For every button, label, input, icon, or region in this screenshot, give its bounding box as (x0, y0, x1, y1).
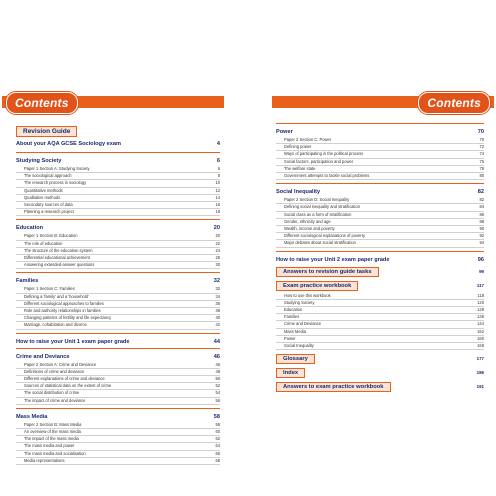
entry-page: 99 (479, 268, 484, 274)
toc-entry[interactable] (276, 300, 484, 307)
toc-entry[interactable] (16, 294, 220, 301)
toc-entry[interactable] (16, 255, 220, 262)
toc-entry[interactable] (16, 443, 220, 450)
entry-title: Ways of participating in the political process (284, 151, 364, 157)
toc-section (276, 123, 484, 180)
entry-page: 94 (479, 240, 484, 246)
entry-title: Role and authority relationships in families (24, 308, 101, 314)
entry-page: 46 (215, 361, 220, 367)
entry-title: Social class as a form of stratification (284, 211, 352, 217)
entry-title: Paper 1 Section B: Education (24, 233, 78, 239)
entry-page: 82 (479, 197, 484, 203)
contents-tab: Contents (6, 92, 78, 114)
entry-page: 117 (476, 282, 484, 288)
toc-section (16, 152, 220, 216)
toc-entry-answers-workbook[interactable] (276, 382, 484, 392)
toc-entry[interactable] (16, 195, 220, 202)
entry-page: 191 (476, 384, 484, 390)
entry-page: 72 (479, 144, 484, 150)
entry-title: Education (284, 307, 303, 313)
entry-title: Studying Society (284, 299, 315, 305)
entry-title: Gender, ethnicity and age (284, 218, 331, 224)
entry-page: 32 (213, 278, 220, 285)
toc-entry[interactable] (16, 233, 220, 240)
toc-entry-about-exam[interactable] (16, 141, 220, 147)
entry-title: Crime and Deviance (284, 321, 322, 327)
entry-page: 50 (215, 376, 220, 382)
toc-section-heading[interactable] (16, 354, 220, 360)
entry-page: 128 (477, 307, 484, 313)
toc-entry[interactable] (276, 137, 484, 144)
entry-page: 44 (213, 338, 220, 345)
toc-entry[interactable] (16, 422, 220, 429)
entry-title: Differential educational achievement (24, 255, 90, 261)
workbook-items (276, 293, 484, 351)
entry-title: The welfare state (284, 165, 316, 171)
entry-page: 10 (215, 180, 220, 186)
toc-entry[interactable] (16, 173, 220, 180)
entry-title: Paper 2 Section B: Mass Media (24, 421, 82, 427)
entry-title: About your AQA GCSE Sociology exam (16, 141, 121, 147)
entry-title: Studying Society (16, 158, 62, 164)
entry-page: 70 (479, 137, 484, 142)
toc-entry[interactable] (16, 308, 220, 315)
toc-section-heading[interactable] (16, 158, 220, 164)
toc-entry[interactable] (276, 166, 484, 173)
toc-entry[interactable] (276, 336, 484, 343)
entry-page: 6 (216, 158, 220, 164)
entry-page: 16 (215, 202, 220, 208)
toc-entry[interactable] (16, 436, 220, 443)
entry-page: 84 (479, 204, 484, 210)
entry-page: 136 (477, 314, 484, 320)
entry-title: The mass media and socialisation (24, 450, 86, 456)
entry-page: 46 (213, 353, 220, 360)
entry-page: 60 (215, 429, 220, 435)
toc-section (16, 333, 220, 345)
entry-title: Glossary (276, 354, 315, 364)
toc-entry[interactable] (16, 322, 220, 329)
toc-entry[interactable] (276, 321, 484, 328)
entry-title: Defining power (284, 144, 312, 150)
entry-page: 58 (213, 413, 220, 420)
entry-page: 62 (215, 436, 220, 442)
entry-title: The research process in sociology (24, 180, 87, 186)
entry-title: The impact of the mass media (24, 436, 79, 442)
toc-entry-index[interactable] (276, 368, 484, 378)
toc-entry[interactable] (16, 286, 220, 293)
entry-title: The role of education (24, 240, 63, 246)
entry-title: How to raise your Unit 2 exam paper grade (276, 256, 390, 263)
entry-page: 40 (215, 315, 220, 321)
toc-entry[interactable] (276, 144, 484, 151)
toc-entry[interactable] (16, 166, 220, 173)
toc-entry-workbook[interactable] (276, 281, 484, 291)
entry-page: 18 (215, 209, 220, 215)
entry-title: Mass Media (16, 413, 48, 420)
entry-title: Families (284, 314, 300, 320)
entry-title: Government attempts to tackle social problems (284, 173, 370, 179)
entry-page: 6 (217, 166, 220, 171)
toc-entry[interactable] (16, 315, 220, 322)
entry-title: Answering extended-answer questions (24, 262, 95, 268)
toc-section (16, 408, 220, 465)
entry-title: Education (16, 225, 44, 232)
toc-entry-answers-guide[interactable] (276, 267, 484, 277)
toc-entry[interactable] (16, 369, 220, 376)
entry-page: 58 (215, 421, 220, 427)
toc-section (276, 251, 484, 263)
entry-title: Major debates about social stratification (284, 240, 356, 246)
entry-page: 24 (215, 247, 220, 253)
toc-entry[interactable] (16, 241, 220, 248)
right-sections (276, 123, 484, 263)
toc-entry[interactable] (276, 343, 484, 350)
entry-title: Social factors, participation and power (284, 158, 354, 164)
right-toc (276, 120, 484, 392)
entry-page: 160 (477, 335, 484, 341)
entry-page: 54 (215, 390, 220, 396)
entry-title: Defining social inequality and stratification (284, 204, 361, 210)
toc-entry[interactable] (276, 307, 484, 314)
entry-title: The mass media and power (24, 443, 75, 449)
toc-entry[interactable] (16, 248, 220, 255)
toc-section-heading[interactable] (276, 129, 484, 135)
toc-entry[interactable] (276, 212, 484, 219)
entry-title: Paper 2 Section C: Power (284, 137, 332, 142)
toc-entry[interactable] (16, 262, 220, 269)
entry-page: 152 (477, 328, 484, 334)
toc-entry[interactable] (16, 202, 220, 209)
entry-page: 56 (215, 397, 220, 403)
entry-title: Crime and Deviance (16, 353, 70, 360)
entry-page: 32 (215, 286, 220, 292)
contents-tab: Contents (418, 92, 490, 114)
right-page (272, 96, 494, 472)
entry-page: 38 (215, 308, 220, 314)
toc-entry[interactable] (16, 362, 220, 369)
entry-title: Power (284, 335, 296, 341)
entry-title: Mass Media (284, 328, 307, 334)
toc-entry[interactable] (16, 301, 220, 308)
entry-page: 36 (215, 300, 220, 306)
entry-title: Index (276, 368, 305, 378)
toc-entry[interactable] (16, 188, 220, 195)
toc-entry[interactable] (276, 204, 484, 211)
entry-page: 66 (215, 450, 220, 456)
entry-page: 52 (215, 383, 220, 389)
entry-title: Families (16, 278, 39, 285)
entry-title: Power (276, 129, 293, 135)
entry-title: Paper 2 Section A: Crime and Deviance (24, 361, 97, 367)
toc-entry-glossary[interactable] (276, 354, 484, 364)
entry-page: 96 (477, 256, 484, 263)
entry-title: Planning a research project (24, 209, 74, 215)
toc-entry[interactable] (276, 314, 484, 321)
toc-entry[interactable] (276, 240, 484, 247)
entry-title: Media representations (24, 457, 65, 463)
left-toc (16, 120, 220, 465)
entry-page: 92 (479, 233, 484, 239)
entry-page: 78 (479, 165, 484, 171)
toc-entry[interactable] (276, 233, 484, 240)
entry-title: Exam practice workbook (276, 281, 358, 291)
entry-title: Quantitative methods (24, 187, 63, 193)
entry-page: 4 (216, 141, 220, 147)
entry-page: 86 (479, 211, 484, 217)
entry-title: Qualitative methods (24, 194, 61, 200)
entry-page: 20 (215, 233, 220, 239)
entry-title: Answers to exam practice workbook (276, 382, 391, 392)
entry-title: How to raise your Unit 1 exam paper grade (16, 338, 130, 345)
entry-title: Secondary sources of data (24, 202, 73, 208)
entry-title: The sociological approach (24, 173, 72, 179)
toc-entry[interactable] (16, 390, 220, 397)
revision-guide-heading: Revision Guide (16, 126, 77, 137)
toc-entry[interactable] (16, 429, 220, 436)
entry-title: The impact of crime and deviance (24, 397, 86, 403)
toc-section (16, 219, 220, 269)
entry-page: 82 (477, 189, 484, 196)
entry-page: 76 (479, 158, 484, 164)
entry-page: 88 (479, 218, 484, 224)
toc-entry[interactable] (16, 180, 220, 187)
toc-entry[interactable] (276, 159, 484, 166)
toc-section (16, 348, 220, 405)
entry-title: Social Inequality (284, 343, 314, 349)
entry-title: The social distribution of crime (24, 390, 80, 396)
entry-page: 26 (215, 255, 220, 261)
toc-section-heading[interactable] (16, 339, 220, 345)
entry-page: 80 (479, 173, 484, 179)
entry-page: 118 (477, 292, 484, 298)
entry-page: 74 (479, 151, 484, 157)
toc-entry[interactable] (16, 376, 220, 383)
toc-section-heading[interactable] (276, 189, 484, 195)
toc-section (276, 183, 484, 247)
entry-title: Social Inequality (276, 189, 321, 196)
entry-page: 30 (215, 262, 220, 268)
toc-entry[interactable] (276, 219, 484, 226)
toc-entry[interactable] (276, 173, 484, 180)
toc-entry[interactable] (276, 293, 484, 300)
entry-page: 8 (217, 173, 220, 179)
entry-page: 14 (215, 194, 220, 200)
entry-title: The structure of the education system (24, 247, 93, 253)
toc-entry[interactable] (16, 451, 220, 458)
entry-page: 22 (215, 240, 220, 246)
entry-page: 68 (215, 457, 220, 463)
toc-entry[interactable] (16, 458, 220, 465)
entry-page: 42 (215, 322, 220, 328)
entry-title: Paper 2 Section D: Social Inequality (284, 197, 350, 203)
entry-page: 34 (215, 293, 220, 299)
entry-page: 168 (477, 343, 484, 349)
entry-page: 12 (215, 187, 220, 193)
entry-title: Paper 1 Section A: Studying Society (24, 166, 90, 171)
entry-title: An overview of the mass media (24, 429, 81, 435)
entry-title: Answers to revision guide tasks (276, 267, 379, 277)
entry-title: Wealth, income and poverty (284, 226, 335, 232)
left-page (2, 96, 224, 472)
entry-title: Different sociological approaches to families (24, 300, 104, 306)
toc-entry[interactable] (276, 151, 484, 158)
entry-page: 64 (215, 443, 220, 449)
entry-page: 90 (479, 226, 484, 232)
toc-section-heading[interactable] (16, 414, 220, 420)
toc-section-heading[interactable] (276, 257, 484, 263)
left-sections (16, 152, 220, 465)
entry-title: Changing patterns of fertility and life expectancy (24, 315, 112, 321)
toc-section-heading[interactable] (16, 225, 220, 231)
entry-page: 177 (476, 356, 484, 362)
toc-entry[interactable] (16, 398, 220, 405)
entry-page: 48 (215, 368, 220, 374)
entry-title: Definitions of crime and deviance (24, 368, 85, 374)
toc-entry[interactable] (276, 197, 484, 204)
toc-entry[interactable] (16, 383, 220, 390)
toc-entry[interactable] (276, 226, 484, 233)
entry-title: Marriage, cohabitation and divorce (24, 322, 87, 328)
entry-title: Different sociological explanations of poverty (284, 233, 365, 239)
toc-section-heading[interactable] (16, 278, 220, 284)
toc-section (16, 272, 220, 329)
entry-title: Different explanations of crime and deviance (24, 376, 105, 382)
entry-page: 186 (476, 370, 484, 376)
toc-entry[interactable] (16, 209, 220, 216)
entry-page: 144 (477, 321, 484, 327)
toc-entry[interactable] (276, 329, 484, 336)
entry-title: How to use this workbook (284, 292, 331, 298)
entry-page: 20 (213, 225, 220, 232)
entry-page: 70 (477, 129, 484, 135)
entry-title: Sources of statistical data on the extent of crime (24, 383, 112, 389)
entry-page: 120 (477, 299, 484, 305)
entry-title: Paper 1 Section C: Families (24, 286, 75, 292)
entry-title: Defining a 'family' and a 'household' (24, 293, 89, 299)
